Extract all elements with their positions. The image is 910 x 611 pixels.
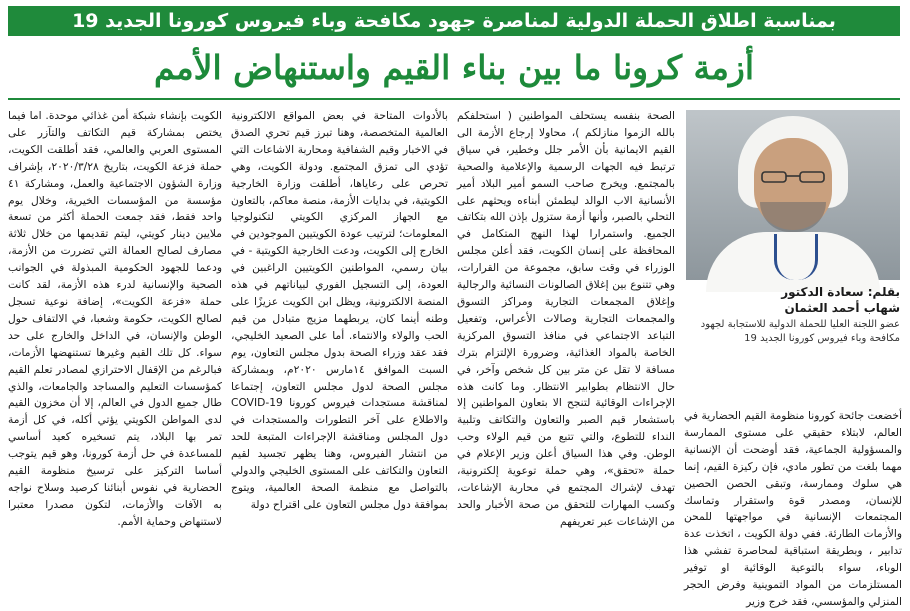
article-column-2 — [457, 108, 675, 576]
article-column-1 — [684, 408, 902, 608]
article-headline: أزمة كرونا ما بين بناء القيم واستنهاض الأمم — [154, 48, 754, 87]
article-column-3 — [231, 108, 448, 576]
author-photo — [686, 110, 900, 280]
column-1-text: أخضعت جائحة كورونا منظومة القيم الحضارية في العالم، لابتلاء حقيقي على مستوى الممارسة والمسؤولية الجماعية، فقد أوضحت أن الإنسانية مهما بلغت من تطور مادي، فإن ركيزة القيم، إنما هي سلوك وممارسة، وتبقى الحصن الحصين للإنسان، ومصدر قوة واستقرار وتماسك المجتمعات الإنسانية في مواجهتها للمحن والأزمات الطارئة. ففي دولة الكويت ، اتخذت عدة تدابير ، وبطريقة استباقية لمحاصرة تفشي هذا الوباء، سواء بالتوعية الوقائية او توفير المستلزمات من المواد التموينية وفرض الحجر المنزلي والمؤسسي، فقد خرج وزير — [684, 409, 902, 608]
glasses-icon — [758, 170, 828, 184]
headline-divider — [8, 98, 900, 100]
byline-title: بقلم: سعادة الدكتور — [781, 285, 900, 299]
author-beard — [760, 202, 826, 232]
column-2-text: الصحة بنفسه يستحلف المواطنين ( استحلفكم بالله الزموا منازلكم )، محاولا إرجاع الأزمة الى القيم الايمانية بأن الأمر جلل وخطير، في سياق ترتبط فيه الجهات الرسمية والإعلامية والصحية بالمجتمع. ويخرج صاحب السمو أمير البلاد أمير الأنسانية الاب الوالد ليطمئن أبناءه ويحثهم على التحلي بالصبر، وأنها أزمة ستزول بإذن الله بتكاتف الجميع. واستمرارا لهذا النهج المتكامل في المحافظة على إنسان الكويت، فقد أعلن مجلس الوزراء في وقت سابق، مجموعة من القرارات، وهي تتنوع بين إغلاق الصالونات النسائية والرجالية وإغلاق المجمعات التجارية ومراكز التسوق والمجمعات التجارية وصالات الأعراس، وتفعيل التباعد الاجتماعي في منافذ التسوق المركزية الخاصة بالمواد الغذائية، وضرورة الإلتزام بترك مسافة لا تقل عن متر بين كل شخص وآخر، في حال الانتظام بطوابير الانتظار. وما كانت هذه الإجراءات الوقائية لتنجح الا بتعاون المواطنين إلا باستشعار قيم الصبر والتعاون والتكاتف وتلبية النداء للتطوع، والتي تتبع من قيم الولاء وحب الوطن. وفي هذا السياق أعلن وزير الإعلام في حملة «تحقق»، وهي حملة توعوية إلكترونية، تهدف لإشراك المجتمع في محاربة الإشاعات، وكسب المهارات للتحقق من صحة الأخبار والحد من الإشاعات عبر تعريفهم — [457, 109, 675, 528]
campaign-banner: بمناسبة اطلاق الحملة الدولية لمناصرة جهود مكافحة وباء فيروس كورونا الجديد 19 — [8, 6, 900, 36]
author-byline — [686, 284, 900, 316]
column-4-text: الكويت بإنشاء شبكة أمن غذائي موحدة. اما فيما يختص بمشاركة قيم التكاتف والتآزر على المستوى العربي والعالمي، فقد أطلقت الكويت، حملة فزعة الكويت، بتاريخ ٢٠٢٠/٣/٢٨، بإشراف وزارة الشؤون الاجتماعية والعمل، ومشاركة ٤١ مؤسسة من المؤسسات الخيرية، وخلال يوم واحد فقط، فقد جمعت الحملة أكثر من تسعة ملايين دينار كويتي، ليتم تقديمها من خلال ثلاثة مصارف لصالح العمالة التي تضررت من الأزمة، ودعما للجهود الحكومية المبذولة في الجوانب الصحية والإنسانية لدرء هذه الأزمة، لقد كانت حملة «فزعة الكويت»، إضافة نوعية تسجل لصالح الكويت، حكومة وشعبا، في الالتفاف حول الوطن والإنسان، في الداخل والخارج على حد سواء. كل تلك القيم وغيرها تستنهضها الأزمات، فبالرغم من الإقفال الاحترازي لمصادر تعلم القيم كمؤسسات التعليم والمساجد والجامعات، والذي طال جميع الدول في العالم، إلا أن مخزون القيم لدى المواطن الكويتي يؤتي أكله، في كل أزمة تمر بها البلاد، يتم تسخيره كعيد أساسي للمساعدة في حل أزمة كورونا، وهو قيم يتوجب أساسا التركيز على ترسيخ منظومة القيم الحضارية في نفوس أبنائنا كرصيد وسلاح نواجه به الآفات والأزمات، لتكون مصدرا معتبرا لاستنهاض وحماية الأمم. — [8, 109, 222, 528]
author-role: عضو اللجنة العليا للحملة الدولية للاستجابة لجهود مكافحة وباء فيروس كورونا الجديد 19 — [700, 319, 900, 344]
article-column-4 — [8, 108, 222, 576]
author-name: شهاب أحمد العثمان — [784, 301, 900, 315]
lanyard-icon — [774, 234, 818, 280]
column-3-text: بالأدوات المتاحة في بعض المواقع الالكترونية العالمية المتخصصة، وهنا تبرز قيم تحري الصدق في الاخبار وقيم الشفافية ومحاربة الاشاعات التي تؤدي الى تمزق المجتمع. ودولة الكويت، وهي تحرص على رعاياها، أطلقت وزارة الخارجية الكويتية، في بدايات الأزمة، منصة معاكم، بالتعاون مع الجهاز المركزي الكويتي لتكنولوجيا المعلومات؛ لترتيب عودة الكويتيين الموجودين في الخارج إلى الكويت، ودعت الخارجية الكويتية - في بيان رسمي، المواطنين الكويتيين الراغبين في العودة، إلى التسجيل الفوري لبياناتهم في هذه المنصة الالكترونية، ويظل ابن الكويت عزيزًا على وطنه أينما كان، يربطهما مزيج متبادل من قيم الحب والولاء والانتماء. أما على الصعيد الخليجي، فقد عقد وزراء الصحة بدول مجلس التعاون، يوم السبت الموافق ١٤مارس ٢٠٢٠م، وبمشاركة مجلس الصحة لدول مجلس التعاون، إجتماعا لمناقشة مستجدات فيروس كورونا COVID-19 والاطلاع على آخر التطورات والمستجدات في دول المجلس ومناقشة الإجراءات المتبعة للحد من انتشار الفيروس، وهنا يظهر تجسيد لقيم التعاون والتكاتف على المستوى الخليجي والدولي بالتواصل مع منظمة الصحة العالمية، ويتوج بموافقة دول مجلس التعاون على اقتراح دولة — [231, 109, 448, 511]
